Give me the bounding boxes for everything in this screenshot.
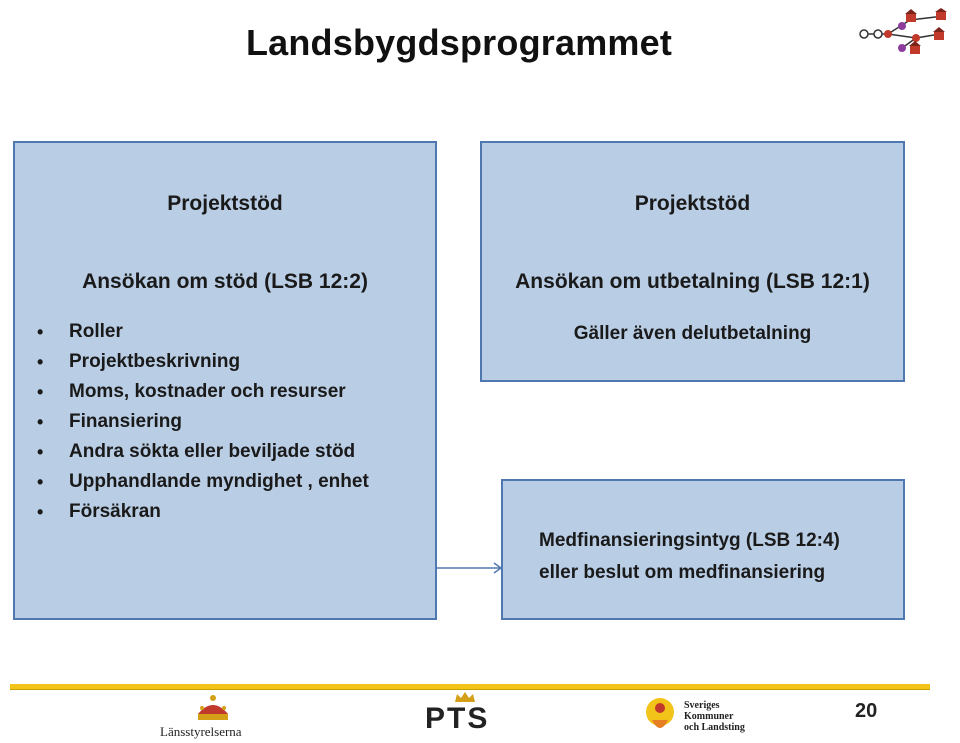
skl-line-2: Kommuner <box>684 711 734 722</box>
skl-logo <box>640 694 760 740</box>
list-item: • Projektbeskrivning <box>37 347 399 377</box>
box-right-heading-1: Projektstöd <box>634 192 751 215</box>
box-left-heading-1: Projektstöd <box>167 192 283 215</box>
skl-line-1: Sveriges <box>684 700 720 711</box>
partial-payment-note: Gäller även delutbetalning <box>573 323 812 344</box>
list-item: • Upphandlande myndighet , enhet <box>37 467 399 497</box>
crown-icon <box>160 694 270 724</box>
co-financing-line-1: Medfinansieringsintyg (LSB 12:4) <box>539 530 840 551</box>
footer-divider <box>10 684 930 689</box>
list-item: • Försäkran <box>37 497 399 527</box>
connector-arrow <box>436 560 504 576</box>
pts-logo <box>425 694 505 740</box>
lansstyrelserna-name: Länsstyrelserna <box>160 724 242 739</box>
requirements-list <box>15 317 435 527</box>
application-for-support-box <box>13 141 437 620</box>
box-right-heading-2: Ansökan om utbetalning (LSB 12:1) <box>515 270 870 293</box>
lansstyrelserna-logo <box>160 694 270 740</box>
slide-title: Landsbygdsprogrammet <box>245 22 673 63</box>
box-left-heading-2: Ansökan om stöd (LSB 12:2) <box>82 270 368 293</box>
page-number: 20 <box>855 700 878 722</box>
list-item: • Roller <box>37 317 399 347</box>
skl-line-3: och Landsting <box>684 722 745 733</box>
application-for-payment-box <box>480 141 905 382</box>
co-financing-box <box>501 479 905 620</box>
list-item: • Finansiering <box>37 407 399 437</box>
co-financing-line-2: eller beslut om medfinansiering <box>539 562 826 583</box>
list-item: • Andra sökta eller beviljade stöd <box>37 437 399 467</box>
network-graph-icon <box>858 8 950 56</box>
skl-name <box>684 700 745 733</box>
skl-emblem-icon <box>640 694 680 738</box>
pts-name: PTS <box>425 702 490 735</box>
list-item: • Moms, kostnader och resurser <box>37 377 399 407</box>
